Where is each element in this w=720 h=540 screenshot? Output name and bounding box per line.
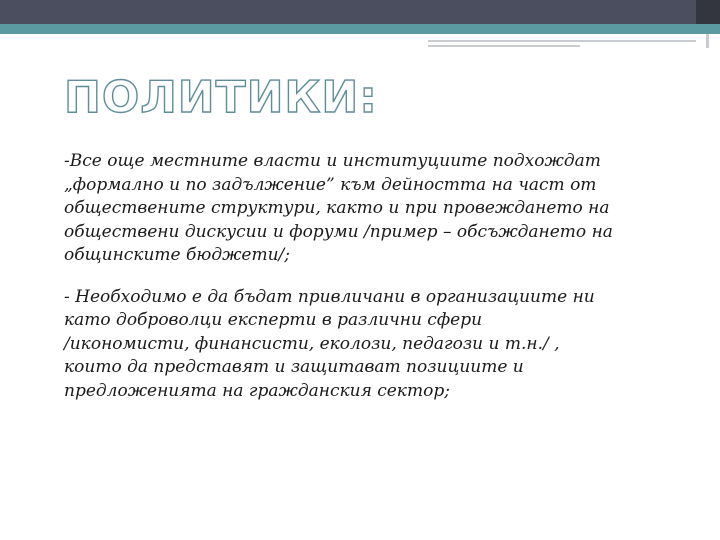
decorative-corner-rule xyxy=(706,34,709,48)
paragraph-2 xyxy=(64,286,674,404)
paragraph-line: - Необходимо е да бъдат привличани в организациите ни xyxy=(64,286,595,307)
decorative-rule xyxy=(428,40,696,42)
paragraph-line: обществените структури, както и при провеждането на xyxy=(64,198,610,218)
decorative-rule xyxy=(428,45,580,47)
slide-title: ПОЛИТИКИ: xyxy=(64,72,378,123)
paragraph-line: които да представят и защитават позициите и xyxy=(64,357,524,377)
header-band xyxy=(0,0,720,24)
paragraph-line: обществени дискусии и форуми /пример – обсъждането на xyxy=(64,221,613,242)
paragraph-line: /икономисти, финансисти, еколози, педагози и т.н./ , xyxy=(64,333,560,354)
paragraph-line: предложенията на гражданския сектор; xyxy=(64,380,450,401)
slide-body xyxy=(64,150,674,421)
paragraph-1 xyxy=(64,150,674,268)
paragraph-line: като доброволци експерти в различни сфери xyxy=(64,310,483,330)
paragraph-line: „формално и по задължение” към дейността на част от xyxy=(64,174,597,195)
header-corner-block xyxy=(696,0,720,24)
accent-band xyxy=(0,24,720,34)
paragraph-line: -Все още местните власти и институциите подхождат xyxy=(64,151,601,171)
paragraph-line: общинските бюджети/; xyxy=(64,245,291,265)
